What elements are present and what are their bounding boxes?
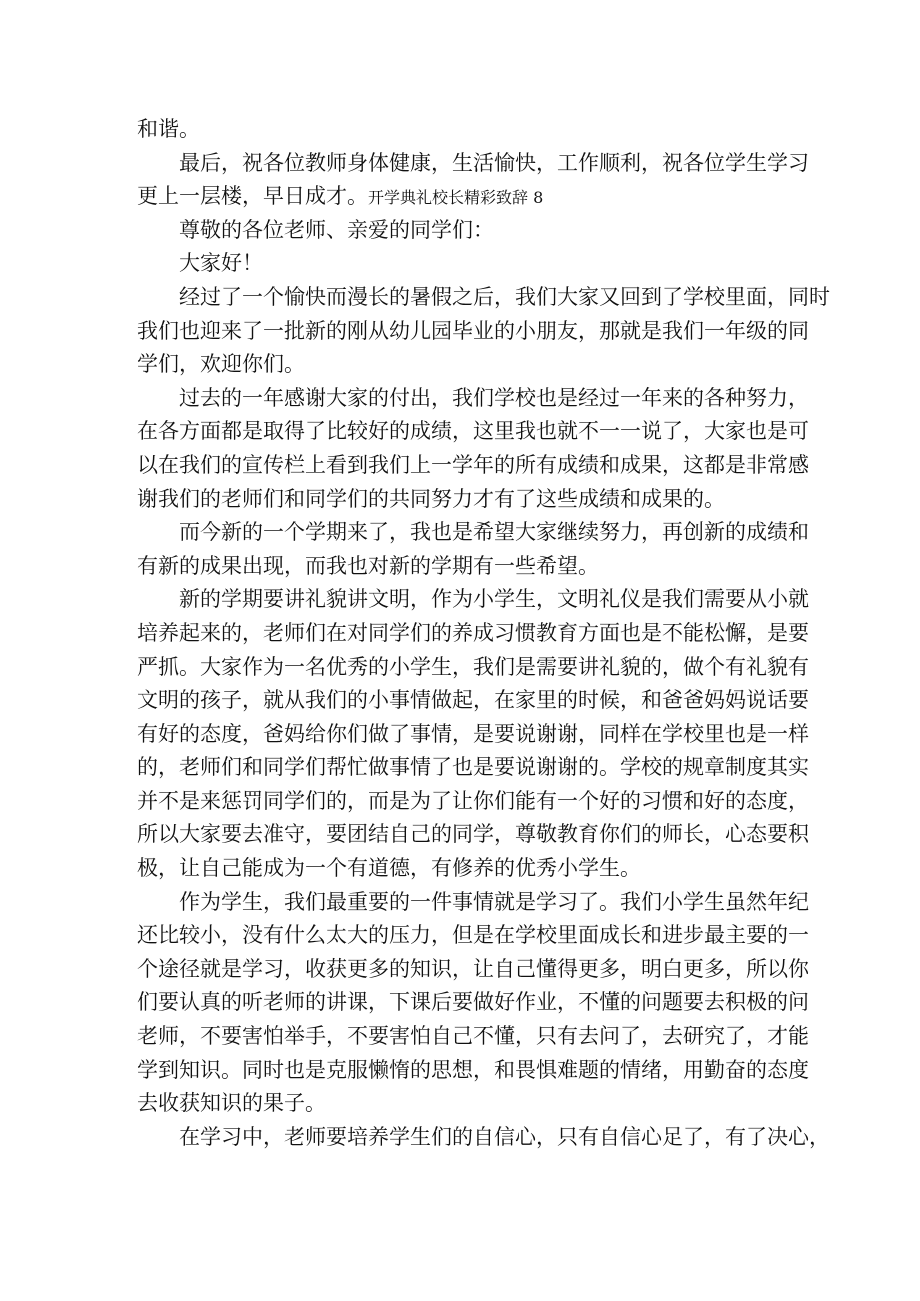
- paragraph-line: 经过了一个愉快而漫长的暑假之后，我们大家又回到了学校里面，同时: [179, 284, 830, 309]
- paragraph-line: 所以大家要去准守，要团结自己的同学，尊敬教育你们的师长，心态要积: [137, 822, 809, 847]
- paragraph-line: 作为学生，我们最重要的一件事情就是学习了。我们小学生虽然年纪: [179, 889, 809, 914]
- paragraph-line: 老师，不要害怕举手，不要害怕自己不懂，只有去问了，去研究了，才能: [137, 1024, 809, 1049]
- paragraph-line: 还比较小，没有什么太大的压力，但是在学校里面成长和进步最主要的一: [137, 923, 809, 948]
- paragraph-line: 去收获知识的果子。: [137, 1091, 326, 1116]
- greeting: 大家好！: [179, 251, 263, 276]
- paragraph-line: 个途径就是学习，收获更多的知识，让自己懂得更多，明白更多，所以你: [137, 956, 809, 981]
- paragraph-line: 培养起来的，老师们在对同学们的养成习惯教育方面也是不能松懈，是要: [137, 620, 809, 645]
- paragraph-line: 并不是来惩罚同学们的，而是为了让你们能有一个好的习惯和好的态度，: [137, 788, 809, 813]
- paragraph-line: 以在我们的宣传栏上看到我们上一学年的所有成绩和成果，这都是非常感: [137, 452, 809, 477]
- paragraph-line: 最后，祝各位教师身体健康，生活愉快，工作顺利，祝各位学生学习: [179, 150, 809, 175]
- paragraph-line: 文明的孩子，就从我们的小事情做起，在家里的时候，和爸爸妈妈说话要: [137, 688, 809, 713]
- salutation: 尊敬的各位老师、亲爱的同学们：: [179, 217, 494, 242]
- paragraph-line: 我们也迎来了一批新的刚从幼儿园毕业的小朋友，那就是我们一年级的同: [137, 318, 809, 343]
- paragraph-line: 的，老师们和同学们帮忙做事情了也是要说谢谢的。学校的规章制度其实: [137, 755, 809, 780]
- paragraph-line: 学们，欢迎你们。: [137, 352, 305, 377]
- paragraph-line: 和谐。: [137, 117, 200, 141]
- paragraph-line: 学到知识。同时也是克服懒惰的思想，和畏惧难题的情绪，用勤奋的态度: [137, 1057, 809, 1082]
- section-title: 开学典礼校长精彩致辞 8: [368, 188, 544, 208]
- paragraph-line: 在各方面都是取得了比较好的成绩，这里我也就不一一说了，大家也是可: [137, 419, 809, 444]
- paragraph-line: 有新的成果出现，而我也对新的学期有一些希望。: [137, 553, 599, 578]
- paragraph-line: 严抓。大家作为一名优秀的小学生，我们是需要讲礼貌的，做个有礼貌有: [137, 654, 809, 679]
- paragraph-line: [137, 180, 787, 214]
- paragraph-line: 在学习中，老师要培养学生们的自信心，只有自信心足了，有了决心，: [179, 1124, 830, 1149]
- document-body: [137, 113, 830, 1154]
- paragraph-line: 谢我们的老师们和同学们的共同努力才有了这些成绩和成果的。: [137, 486, 725, 511]
- paragraph-line: 极，让自己能成为一个有道德，有修养的优秀小学生。: [137, 856, 641, 881]
- paragraph-line: 而今新的一个学期来了，我也是希望大家继续努力，再创新的成绩和: [179, 520, 809, 545]
- paragraph-line: 过去的一年感谢大家的付出，我们学校也是经过一年来的各种努力，: [179, 385, 809, 410]
- paragraph-line: 新的学期要讲礼貌讲文明，作为小学生，文明礼仪是我们需要从小就: [179, 587, 809, 612]
- paragraph-line: 有好的态度，爸妈给你们做了事情，是要说谢谢，同样在学校里也是一样: [137, 721, 809, 746]
- paragraph-line: 们要认真的听老师的讲课，下课后要做好作业，不懂的问题要去积极的问: [137, 990, 809, 1015]
- paragraph-fragment: 更上一层楼，早日成才。: [137, 184, 368, 209]
